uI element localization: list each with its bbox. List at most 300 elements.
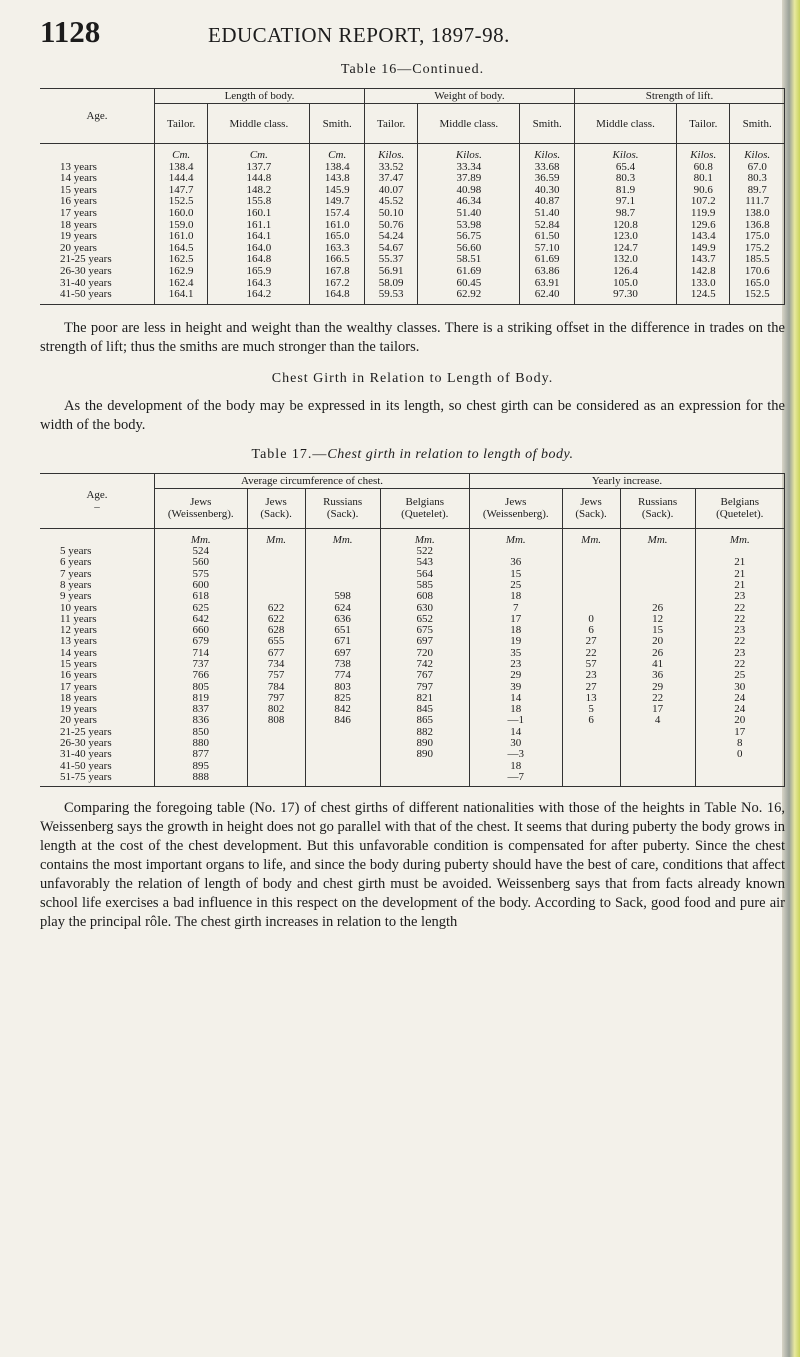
table17-value-cell: 22	[695, 636, 784, 647]
table17-age-cell: 10 years	[40, 603, 155, 614]
table17-value-cell: 6	[562, 625, 620, 636]
table16-value-cell: 144.4	[155, 173, 208, 185]
table17-value-cell: 877	[155, 749, 248, 760]
table17-value-cell: 15	[469, 569, 562, 580]
table17-age-cell: 14 years	[40, 648, 155, 659]
table17-value-cell: 836	[155, 715, 248, 726]
table17-value-cell: 757	[247, 670, 305, 681]
table17-age-cell: 21-25 years	[40, 727, 155, 738]
table17-value-cell	[380, 761, 469, 772]
table17-value-cell: 679	[155, 636, 248, 647]
table16-value-cell: 165.0	[310, 231, 365, 243]
table16-value-cell: 80.1	[677, 173, 730, 185]
table16-row	[40, 196, 785, 208]
table16-value-cell: 53.98	[418, 220, 520, 232]
table17-value-cell: 20	[695, 715, 784, 726]
table17-value-cell: 27	[562, 636, 620, 647]
table16-value-cell: 161.1	[208, 220, 310, 232]
table17-row	[40, 557, 785, 568]
table16-unit-label: Kilos.	[574, 144, 676, 162]
table17-value-cell: 895	[155, 761, 248, 772]
table16-value-cell: 138.4	[155, 162, 208, 174]
table17-value-cell: 20	[620, 636, 695, 647]
table16-row	[40, 266, 785, 278]
table17-value-cell	[620, 557, 695, 568]
table17-value-cell: 697	[380, 636, 469, 647]
table17-value-cell: 57	[562, 659, 620, 670]
table16-value-cell: 162.5	[155, 254, 208, 266]
table17-value-cell: 805	[155, 682, 248, 693]
table17-value-cell: 35	[469, 648, 562, 659]
table17-value-cell: 821	[380, 693, 469, 704]
table16-age-cell: 31-40 years	[40, 278, 155, 290]
table16-value-cell: 175.2	[730, 243, 785, 255]
table17-value-cell: 524	[155, 546, 248, 557]
table17-age-cell: 17 years	[40, 682, 155, 693]
table16-value-cell: 161.0	[310, 220, 365, 232]
table17-value-cell: 19	[469, 636, 562, 647]
table17-value-cell: 671	[305, 636, 380, 647]
table16-value-cell: 56.91	[364, 266, 417, 278]
table16-unit-label: Cm.	[310, 144, 365, 162]
table17-age-cell: 16 years	[40, 670, 155, 681]
table16-value-cell: 97.30	[574, 289, 676, 304]
table16-value-cell: 160.1	[208, 208, 310, 220]
table17-value-cell: —1	[469, 715, 562, 726]
table16-value-cell: 161.0	[155, 231, 208, 243]
table17-value-cell: 5	[562, 704, 620, 715]
table17-value-cell: 882	[380, 727, 469, 738]
table17-value-cell	[562, 557, 620, 568]
table17-value-cell	[247, 546, 305, 557]
table17-value-cell: 13	[562, 693, 620, 704]
table16-value-cell: 58.09	[364, 278, 417, 290]
table16-value-cell: 124.5	[677, 289, 730, 304]
table17-value-cell: 21	[695, 569, 784, 580]
table16-value-cell: 54.67	[364, 243, 417, 255]
table17-row	[40, 772, 785, 787]
table16-value-cell: 50.76	[364, 220, 417, 232]
table17-value-cell: —3	[469, 749, 562, 760]
table17-unit-label: Mm.	[469, 528, 562, 546]
table17-unit-label: Mm.	[247, 528, 305, 546]
table16-value-cell: 129.6	[677, 220, 730, 232]
table17-value-cell: 825	[305, 693, 380, 704]
table16-value-cell: 164.8	[310, 289, 365, 304]
table17-caption-title: Chest girth in relation to length of body.	[327, 446, 574, 462]
table16-group-header: Length of body.	[155, 89, 365, 104]
table17-value-cell: 845	[380, 704, 469, 715]
table17-value-cell: —7	[469, 772, 562, 787]
table16-value-cell: 143.4	[677, 231, 730, 243]
table17-value-cell	[247, 569, 305, 580]
table17-age-header	[40, 473, 155, 528]
table17-value-cell	[247, 580, 305, 591]
table16-age-cell: 16 years	[40, 196, 155, 208]
table16-value-cell: 152.5	[155, 196, 208, 208]
table16-value-cell: 123.0	[574, 231, 676, 243]
table17-value-cell: 14	[469, 693, 562, 704]
table17-value-cell	[620, 580, 695, 591]
table17-value-cell: 797	[247, 693, 305, 704]
table17-value-cell: 18	[469, 591, 562, 602]
table16-value-cell: 67.0	[730, 162, 785, 174]
table16-value-cell: 33.52	[364, 162, 417, 174]
table16-value-cell: 59.53	[364, 289, 417, 304]
table16-row	[40, 243, 785, 255]
table16-column-header: Middle class.	[574, 104, 676, 144]
table17-row	[40, 580, 785, 591]
table17-value-cell	[562, 546, 620, 557]
table17-value-cell: 21	[695, 580, 784, 591]
table17-column-header: Belgians (Quetelet).	[695, 488, 784, 528]
table16-age-cell: 26-30 years	[40, 266, 155, 278]
table17-row	[40, 603, 785, 614]
table17-value-cell: 23	[695, 591, 784, 602]
page-header	[40, 14, 785, 56]
table16-value-cell: 133.0	[677, 278, 730, 290]
table17-value-cell	[305, 738, 380, 749]
table17-value-cell: 850	[155, 727, 248, 738]
table16-value-cell: 33.34	[418, 162, 520, 174]
table16-value-cell: 138.4	[310, 162, 365, 174]
table16-value-cell: 90.6	[677, 185, 730, 197]
table16-value-cell: 119.9	[677, 208, 730, 220]
table17-value-cell: 642	[155, 614, 248, 625]
table17-value-cell: 29	[620, 682, 695, 693]
table17-value-cell: 618	[155, 591, 248, 602]
table17-value-cell	[695, 772, 784, 787]
table17-value-cell: 837	[155, 704, 248, 715]
table16-value-cell: 51.40	[418, 208, 520, 220]
table16-value-cell: 111.7	[730, 196, 785, 208]
table17-row	[40, 625, 785, 636]
table17-age-cell: 31-40 years	[40, 749, 155, 760]
table17-value-cell: 39	[469, 682, 562, 693]
table16-age-cell: 20 years	[40, 243, 155, 255]
table17-value-cell: 888	[155, 772, 248, 787]
table17-value-cell: 17	[469, 614, 562, 625]
table17-value-cell: 14	[469, 727, 562, 738]
table17-value-cell: 18	[469, 625, 562, 636]
table17-value-cell: 737	[155, 659, 248, 670]
table17-value-cell	[562, 738, 620, 749]
table16-value-cell: 62.40	[520, 289, 575, 304]
table17-value-cell: 8	[695, 738, 784, 749]
table16-value-cell: 124.7	[574, 243, 676, 255]
table17-value-cell: 22	[695, 603, 784, 614]
table16-value-cell: 167.8	[310, 266, 365, 278]
table17-value-cell: 0	[695, 749, 784, 760]
table16-value-cell: 166.5	[310, 254, 365, 266]
table17	[40, 473, 785, 788]
table17-value-cell: 564	[380, 569, 469, 580]
table16-value-cell: 167.2	[310, 278, 365, 290]
table16-row	[40, 220, 785, 232]
table16-column-header: Tailor.	[677, 104, 730, 144]
table16-value-cell: 164.1	[208, 231, 310, 243]
table17-column-header: Belgians (Quetelet).	[380, 488, 469, 528]
table17-value-cell: 803	[305, 682, 380, 693]
table17-value-cell	[620, 761, 695, 772]
table17-row	[40, 704, 785, 715]
table16-value-cell: 148.2	[208, 185, 310, 197]
table17-value-cell	[562, 772, 620, 787]
table16-age-cell: 18 years	[40, 220, 155, 232]
table17-value-cell: 797	[380, 682, 469, 693]
table17-value-cell: 675	[380, 625, 469, 636]
table16-value-cell: 57.10	[520, 243, 575, 255]
table16-value-cell: 163.3	[310, 243, 365, 255]
table17-age-cell: 5 years	[40, 546, 155, 557]
table17-unit-label: Mm.	[305, 528, 380, 546]
table17-value-cell: 846	[305, 715, 380, 726]
table17-value-cell: 880	[155, 738, 248, 749]
table17-unit-label: Mm.	[695, 528, 784, 546]
table17-value-cell: 36	[469, 557, 562, 568]
table16-age-header: Age.	[40, 89, 155, 144]
table17-value-cell: 24	[695, 704, 784, 715]
table17-column-header: Jews (Weissenberg).	[469, 488, 562, 528]
table17-value-cell: 522	[380, 546, 469, 557]
table17-value-cell: 784	[247, 682, 305, 693]
table16-value-cell: 37.89	[418, 173, 520, 185]
table16-value-cell: 33.68	[520, 162, 575, 174]
table17-value-cell: 36	[620, 670, 695, 681]
table16-value-cell: 165.9	[208, 266, 310, 278]
table16-value-cell: 144.8	[208, 173, 310, 185]
table16-value-cell: 37.47	[364, 173, 417, 185]
table17-value-cell: 655	[247, 636, 305, 647]
table16-row	[40, 173, 785, 185]
table17-value-cell: 27	[562, 682, 620, 693]
table16-value-cell: 164.3	[208, 278, 310, 290]
table16-value-cell: 138.0	[730, 208, 785, 220]
table17-value-cell: 890	[380, 749, 469, 760]
section-heading: Chest Girth in Relation to Length of Body.	[271, 370, 554, 386]
table16-value-cell: 58.51	[418, 254, 520, 266]
table17-value-cell: 17	[620, 704, 695, 715]
table17-column-header: Jews (Sack).	[247, 488, 305, 528]
table17-value-cell: 4	[620, 715, 695, 726]
running-title: EDUCATION REPORT, 1897-98.	[208, 23, 510, 47]
table16-value-cell: 63.91	[520, 278, 575, 290]
table16-value-cell: 155.8	[208, 196, 310, 208]
table17-value-cell	[620, 738, 695, 749]
table17-value-cell	[620, 749, 695, 760]
table16-column-header: Tailor.	[155, 104, 208, 144]
table17-value-cell: 22	[562, 648, 620, 659]
table16-column-header: Tailor.	[364, 104, 417, 144]
table17-value-cell: 767	[380, 670, 469, 681]
table17-value-cell	[562, 727, 620, 738]
paragraph-poor-vs-wealthy: The poor are less in height and weight than the wealthy classes. There is a striking offset in the difference in trades on the strength of lift; thus the smiths are much stronger than the tailors.	[40, 319, 785, 355]
table17-value-cell	[247, 591, 305, 602]
table16-value-cell: 136.8	[730, 220, 785, 232]
table17-value-cell: 622	[247, 603, 305, 614]
table17-value-cell: 15	[620, 625, 695, 636]
table17-value-cell	[620, 546, 695, 557]
table17-age-cell: 6 years	[40, 557, 155, 568]
table17-value-cell	[620, 591, 695, 602]
table17-value-cell: 23	[695, 648, 784, 659]
table17-column-header: Russians (Sack).	[305, 488, 380, 528]
table17-value-cell: 628	[247, 625, 305, 636]
table17-value-cell: 865	[380, 715, 469, 726]
table17-row	[40, 569, 785, 580]
table16-age-cell: 21-25 years	[40, 254, 155, 266]
table17-value-cell: 29	[469, 670, 562, 681]
table16-value-cell: 62.92	[418, 289, 520, 304]
table16-value-cell: 105.0	[574, 278, 676, 290]
table17-value-cell	[620, 772, 695, 787]
table16-age-cell: 13 years	[40, 162, 155, 174]
table16-value-cell: 165.0	[730, 278, 785, 290]
table17-value-cell	[247, 761, 305, 772]
table17-value-cell: 26	[620, 603, 695, 614]
table16-unit-label: Cm.	[155, 144, 208, 162]
table16-value-cell: 40.87	[520, 196, 575, 208]
table17-value-cell: 0	[562, 614, 620, 625]
table17-age-cell: 20 years	[40, 715, 155, 726]
table17-value-cell	[620, 727, 695, 738]
table17-value-cell: 12	[620, 614, 695, 625]
table17-value-cell	[247, 749, 305, 760]
table16-value-cell: 164.0	[208, 243, 310, 255]
table16-value-cell: 61.69	[520, 254, 575, 266]
table16-value-cell: 107.2	[677, 196, 730, 208]
table17-value-cell: 774	[305, 670, 380, 681]
table17-value-cell	[305, 772, 380, 787]
table17-age-dash: –	[94, 500, 100, 513]
table16-value-cell: 36.59	[520, 173, 575, 185]
table17-value-cell: 41	[620, 659, 695, 670]
table16-unit-label: Kilos.	[520, 144, 575, 162]
table17-age-cell: 41-50 years	[40, 761, 155, 772]
table17-column-header: Russians (Sack).	[620, 488, 695, 528]
table17-value-cell: 22	[620, 693, 695, 704]
table17-caption-label: Table 17.—	[251, 446, 328, 462]
table17-value-cell	[562, 761, 620, 772]
table17-value-cell: 622	[247, 614, 305, 625]
table17-value-cell: 766	[155, 670, 248, 681]
table16-value-cell: 56.60	[418, 243, 520, 255]
page-number: 1128	[40, 14, 101, 49]
table17-row	[40, 727, 785, 738]
table17-row	[40, 682, 785, 693]
table17-value-cell: 24	[695, 693, 784, 704]
table17-value-cell: 25	[695, 670, 784, 681]
table16-units-spacer	[40, 144, 155, 162]
table17-value-cell: 677	[247, 648, 305, 659]
table17-row	[40, 636, 785, 647]
table16-value-cell: 63.86	[520, 266, 575, 278]
table17-value-cell	[695, 761, 784, 772]
table17-unit-label: Mm.	[562, 528, 620, 546]
paragraph-chest-girth-intro: As the development of the body may be expressed in its length, so chest girth can be considered as an expression for the width of the body.	[40, 397, 785, 433]
table16-unit-label: Kilos.	[730, 144, 785, 162]
paragraph-comparison: Comparing the foregoing table (No. 17) of chest girths of different nationalities with those of the heights in Table No. 16, Weissenberg says the growth in height does not go parallel with that of the chest. It seems that during puberty the body grows in length at the cost of the chest development. But this unfavorable condition is compensated for after puberty. Since the chest contains the most important organs to life, and since the body during puberty should have the best of care, conditions that affect unfavorably the relation of length of body and chest girth must be avoided. Weissenberg says that from facts already known school life exercises a bad influence in this respect on the development of the body. According to Sack, good food and pure air play the principal rôle. The chest girth increases in relation to the length	[40, 800, 785, 931]
table16-value-cell: 175.0	[730, 231, 785, 243]
table16-value-cell: 55.37	[364, 254, 417, 266]
table17-value-cell	[305, 761, 380, 772]
table16-row	[40, 278, 785, 290]
table16-value-cell: 50.10	[364, 208, 417, 220]
table17-row	[40, 693, 785, 704]
table16-value-cell: 152.5	[730, 289, 785, 304]
table17-value-cell: 23	[562, 670, 620, 681]
table16-unit-label: Kilos.	[364, 144, 417, 162]
table16-value-cell: 149.9	[677, 243, 730, 255]
table17-row	[40, 738, 785, 749]
table16-value-cell: 46.34	[418, 196, 520, 208]
table16-value-cell: 80.3	[730, 173, 785, 185]
table17-value-cell: 7	[469, 603, 562, 614]
table17-value-cell	[247, 727, 305, 738]
table17-value-cell	[247, 738, 305, 749]
table16-age-cell: 14 years	[40, 173, 155, 185]
table16-value-cell: 126.4	[574, 266, 676, 278]
table17-value-cell: 819	[155, 693, 248, 704]
table17-group-header: Yearly increase.	[469, 473, 784, 488]
table17-value-cell: 598	[305, 591, 380, 602]
table17-value-cell: 30	[469, 738, 562, 749]
table17-age-cell: 19 years	[40, 704, 155, 715]
table16-value-cell: 51.40	[520, 208, 575, 220]
table17-value-cell: 808	[247, 715, 305, 726]
table16-caption: Table 16—Continued.	[340, 62, 485, 77]
table16-row	[40, 231, 785, 243]
table16-value-cell: 160.0	[155, 208, 208, 220]
table17-unit-label: Mm.	[620, 528, 695, 546]
table16-value-cell: 97.1	[574, 196, 676, 208]
table16-column-header: Smith.	[730, 104, 785, 144]
table16-row	[40, 254, 785, 266]
table16-age-cell: 19 years	[40, 231, 155, 243]
table16-value-cell: 60.45	[418, 278, 520, 290]
table16-value-cell: 164.1	[155, 289, 208, 304]
table16-value-cell: 40.98	[418, 185, 520, 197]
table17-value-cell: 22	[695, 659, 784, 670]
table17-value-cell: 575	[155, 569, 248, 580]
table17-age-cell: 9 years	[40, 591, 155, 602]
table17-value-cell: 842	[305, 704, 380, 715]
table16-unit-label: Kilos.	[677, 144, 730, 162]
table17-age-cell: 18 years	[40, 693, 155, 704]
table17-value-cell	[305, 546, 380, 557]
table16-column-header: Middle class.	[208, 104, 310, 144]
table17-age-cell: 26-30 years	[40, 738, 155, 749]
table17-value-cell	[247, 557, 305, 568]
table17-value-cell: 543	[380, 557, 469, 568]
table16-value-cell: 143.8	[310, 173, 365, 185]
table16-value-cell: 89.7	[730, 185, 785, 197]
table16-value-cell: 162.9	[155, 266, 208, 278]
table16-value-cell: 164.5	[155, 243, 208, 255]
table17-value-cell: 734	[247, 659, 305, 670]
table17-value-cell	[620, 569, 695, 580]
table16-value-cell: 60.8	[677, 162, 730, 174]
table17-value-cell: 697	[305, 648, 380, 659]
table17-value-cell: 630	[380, 603, 469, 614]
table16-value-cell: 145.9	[310, 185, 365, 197]
table17-value-cell	[562, 569, 620, 580]
table16-value-cell: 65.4	[574, 162, 676, 174]
table17-unit-label: Mm.	[155, 528, 248, 546]
table17-value-cell: 720	[380, 648, 469, 659]
table16-value-cell: 45.52	[364, 196, 417, 208]
table16-value-cell: 162.4	[155, 278, 208, 290]
